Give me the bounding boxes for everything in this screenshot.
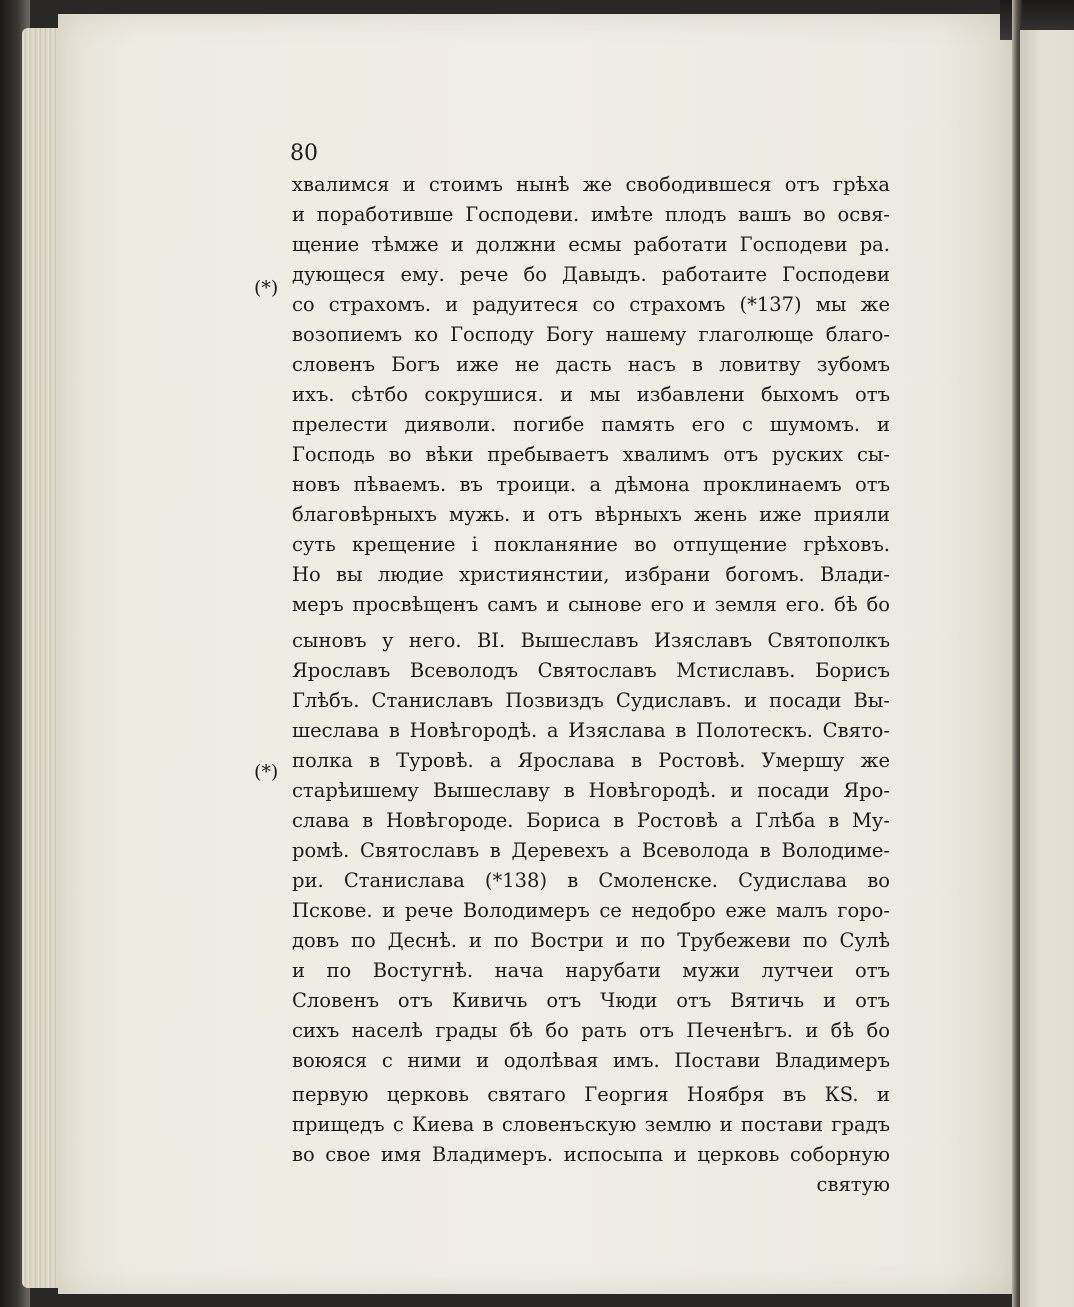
- text-line: во свое имя Владимеръ. испосыпа и церковь соборную: [292, 1143, 890, 1166]
- text-line: Словенъ отъ Кивичь отъ Чюди отъ Вятичь и отъ: [292, 989, 890, 1012]
- text-line: прелести диявoли. погибе память его с шумомъ. и: [292, 413, 890, 436]
- text-line: возопиемъ ко Господу Богу нашему глаголюще благо-: [292, 323, 890, 346]
- text-line: первую церковь святаго Георгия Ноября въ КS. и: [292, 1083, 890, 1106]
- text-line: старѣишему Вышеславу в Новѣгородѣ. и посади Яро-: [292, 779, 890, 802]
- text-line: Господь во вѣки пребываетъ хвалимъ отъ руских сы-: [292, 443, 890, 466]
- text-line: Пскове. и рече Володимеръ се недобро еже малъ горо-: [292, 899, 890, 922]
- text-line: со страхомъ. и радуитеся со страхомъ (*137) мы же: [292, 293, 890, 316]
- text-line: благовѣрныхъ мужь. и отъ вѣрныхъ жень иже прияли: [292, 503, 890, 526]
- text-line: сыновъ у него. ВІ. Вышеславъ Изяславъ Святополкъ: [292, 629, 890, 652]
- text-line: хвалимся и стоимъ нынѣ же свободившеся отъ грѣха: [292, 173, 890, 196]
- catchword: святую: [816, 1173, 890, 1196]
- text-line: ихъ. сѣтбо сокрушися. и мы избавлени быхомъ отъ: [292, 383, 890, 406]
- text-line: словенъ Богъ иже не дасть насъ в ловитву зубомъ: [292, 353, 890, 376]
- text-line: сихъ населѣ грады бѣ бо рать отъ Печенѣгъ. и бѣ бо: [292, 1019, 890, 1042]
- text-line: прищедъ с Киева в словенъскую землю и постави градъ: [292, 1113, 890, 1136]
- text-line: Глѣбъ. Станиславъ Позвиздъ Судиславъ. и посади Вы-: [292, 689, 890, 712]
- text-line: щение тѣмже и должни есмы работати Господеви ра.: [292, 233, 890, 256]
- text-line: ри. Станислава (*138) в Смоленске. Судислава во: [292, 869, 890, 892]
- text-line: Ярославъ Всеволодъ Святославъ Мстиславъ. Борисъ: [292, 659, 890, 682]
- text-line: слава в Новѣгороде. Бориса в Ростовѣ а Глѣба в Му-: [292, 809, 890, 832]
- text-line: ромѣ. Святославъ в Деревехъ а Всеволода в Володимe-: [292, 839, 890, 862]
- text-line: новъ пѣваемъ. въ троици. а дѣмона проклинаемъ отъ: [292, 473, 890, 496]
- text-line: и поработивше Господеви. имѣте плодъ вашъ во освя-: [292, 203, 890, 226]
- text-line: и по Востугнѣ. нача нарубати мужи лутчеи отъ: [292, 959, 890, 982]
- text-line: полка в Туровѣ. а Ярослава в Ростовѣ. Умершу же: [292, 749, 890, 772]
- text-line: шеслава в Новѣгородѣ. а Изяслава в Полотескъ. Свято-: [292, 719, 890, 742]
- text-line: воюяся с ними и одолѣвая имъ. Постави Владимеръ: [292, 1049, 890, 1072]
- margin-note-mark: (*): [254, 277, 279, 299]
- text-line: дующеся ему. рече бо Давыдъ. работаите Господеви: [292, 263, 890, 286]
- text-line: Но вы людие християнстии, избрани богомъ. Влади-: [292, 563, 890, 586]
- facing-page: [1020, 30, 1074, 1307]
- text-line: суть крещение і покланяние во отпущение грѣховъ.: [292, 533, 890, 556]
- text-line: довъ по Деснѣ. и по Востри и по Трубежеви по Сулѣ: [292, 929, 890, 952]
- page-number: 80: [290, 141, 318, 166]
- text-line: меръ просвѣщенъ самъ и сынове его и земля его. бѣ бо: [292, 593, 890, 616]
- margin-note-mark: (*): [254, 761, 279, 783]
